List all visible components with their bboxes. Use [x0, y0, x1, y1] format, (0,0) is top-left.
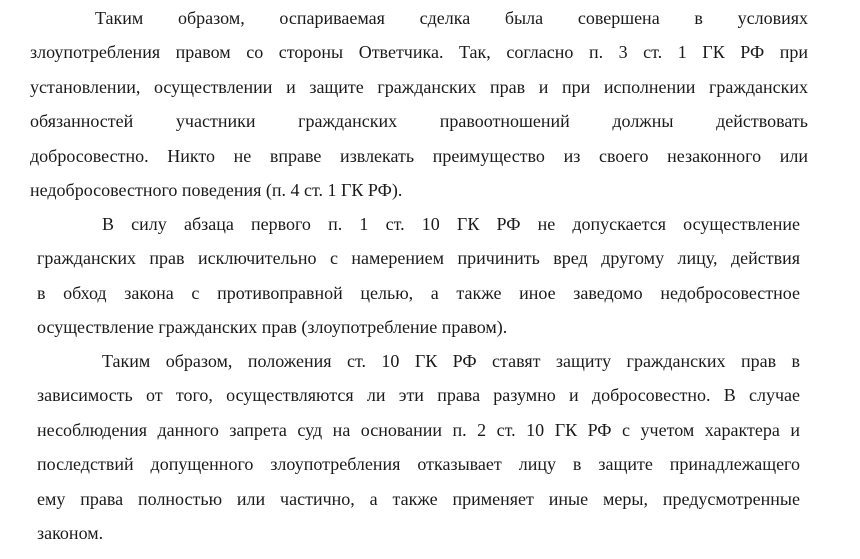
text-line: зависимость от того, осуществляются ли эти права разумно и добросовестно. В случае [37, 385, 800, 406]
text-line: злоупотребления правом со стороны Ответчика. Так, согласно п. 3 ст. 1 ГК РФ при [30, 42, 808, 63]
paragraph-conclusion [37, 344, 800, 550]
text-line: несоблюдения данного запрета суд на основании п. 2 ст. 10 ГК РФ с учетом характера и [37, 419, 800, 440]
text-line: законом. [37, 522, 104, 543]
text-line: обязанностей участники гражданских правоотношений должны действовать [30, 111, 808, 132]
text-line: в обход закона с противоправной целью, а также иное заведомо недобросовестное [37, 282, 800, 303]
text-line: В силу абзаца первого п. 1 ст. 10 ГК РФ не допускается осуществление [102, 214, 800, 234]
paragraph-abuse-of-right [30, 1, 808, 207]
text-line: ему права полностью или частично, а также применяет иные меры, предусмотренные [37, 488, 800, 509]
text-line: Таким образом, оспариваемая сделка была совершена в условиях [95, 8, 808, 28]
text-line: добросовестно. Никто не вправе извлекать преимущество из своего незаконного или [30, 145, 808, 166]
text-line: гражданских прав исключительно с намерением причинить вред другому лицу, действия [37, 248, 800, 269]
paragraph-article-10 [37, 207, 800, 345]
text-line: Таким образом, положения ст. 10 ГК РФ ставят защиту гражданских прав в [102, 351, 800, 371]
text-line: последствий допущенного злоупотребления отказывает лицу в защите принадлежащего [37, 454, 800, 475]
text-line: недобросовестного поведения (п. 4 ст. 1 ГК РФ). [30, 179, 403, 200]
text-line: установлении, осуществлении и защите гражданских прав и при исполнении гражданских [30, 76, 808, 97]
text-line: осуществление гражданских прав (злоупотребление правом). [37, 317, 508, 338]
